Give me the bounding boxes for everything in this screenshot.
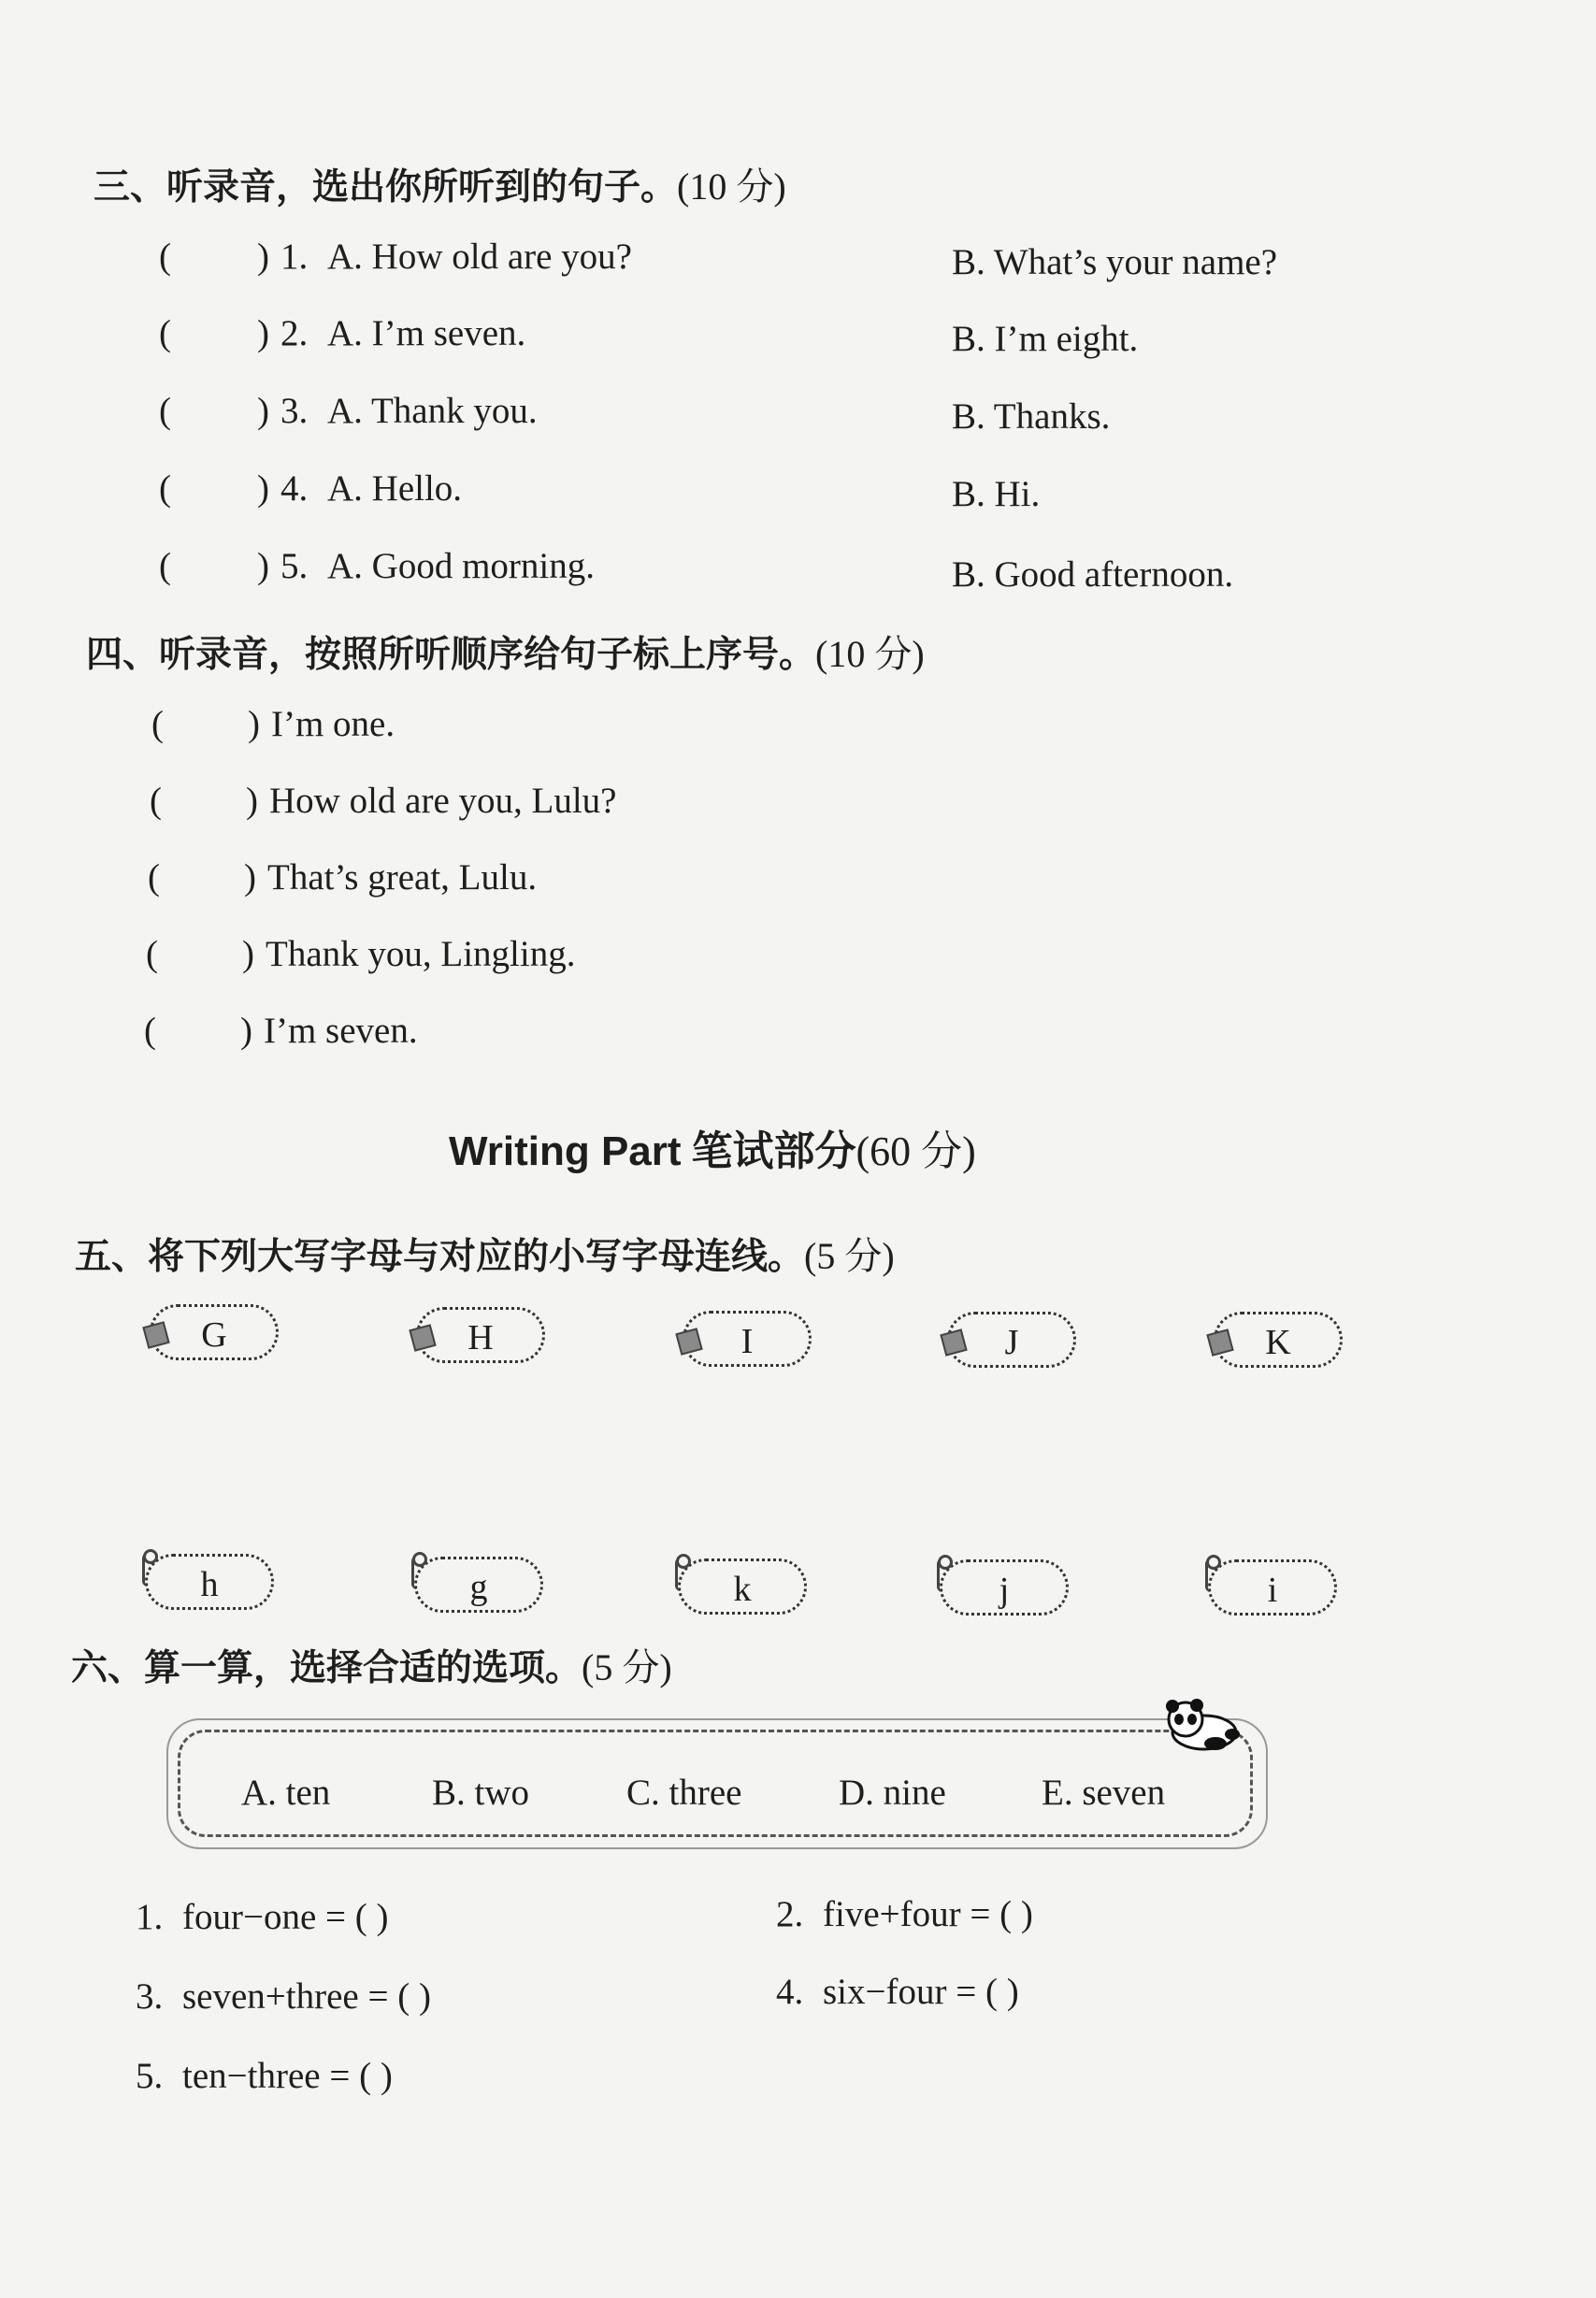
tag-letter: J [1004, 1323, 1019, 1362]
option-a: A. Hello. [327, 468, 463, 509]
question-number: 5. [136, 2056, 164, 2096]
tag-letter: g [469, 1568, 488, 1607]
answer-paren-close: ) [257, 546, 269, 586]
panda-icon [1159, 1697, 1244, 1753]
answer-paren-close: ) [242, 934, 254, 974]
answer-paren-open[interactable]: ( [146, 934, 158, 974]
question-text[interactable]: seven+three = ( ) [182, 1976, 431, 2017]
section4-heading [86, 625, 925, 678]
answer-paren-open[interactable]: ( [159, 237, 171, 277]
answer-paren-open[interactable]: ( [159, 546, 171, 586]
section6-heading [71, 1638, 672, 1691]
tag-letter: H [467, 1318, 494, 1357]
word-option: D. nine [839, 1773, 946, 1813]
item-number: 5. [280, 546, 309, 586]
section3-heading [93, 157, 786, 210]
item-number: 3. [280, 391, 309, 431]
word-option: A. ten [241, 1773, 331, 1813]
writing-title-en: Writing Part [449, 1128, 682, 1174]
answer-paren-open[interactable]: ( [148, 857, 160, 898]
uppercase-tag[interactable] [1214, 1312, 1343, 1368]
section6-heading-text: 六、算一算，选择合适的选项。 [71, 1647, 582, 1689]
answer-paren-open[interactable]: ( [150, 781, 162, 821]
answer-paren-close: ) [257, 468, 269, 509]
answer-paren-close: ) [246, 781, 258, 821]
question-text[interactable]: ten−three = ( ) [182, 2056, 393, 2096]
option-b: B. Thanks. [952, 396, 1111, 437]
answer-paren-open[interactable]: ( [159, 391, 171, 431]
tag-letter: h [200, 1565, 219, 1604]
tag-letter: I [740, 1322, 754, 1361]
answer-paren-open[interactable]: ( [151, 704, 164, 744]
lowercase-tag[interactable] [940, 1559, 1069, 1616]
tag-letter: G [201, 1315, 227, 1355]
uppercase-tag[interactable] [947, 1312, 1076, 1368]
uppercase-tag[interactable] [416, 1307, 545, 1363]
tag-letter: i [1267, 1571, 1278, 1610]
tag-letter: K [1265, 1323, 1291, 1362]
uppercase-tag[interactable] [683, 1311, 812, 1367]
section4-points: (10 分) [815, 633, 925, 675]
sentence-text: Thank you, Lingling. [266, 934, 576, 974]
question-number: 1. [136, 1897, 164, 1937]
sentence-text: I’m seven. [264, 1011, 418, 1051]
answer-paren-close: ) [257, 313, 269, 353]
tag-letter: k [733, 1570, 752, 1609]
question-text[interactable]: four−one = ( ) [182, 1897, 389, 1937]
writing-title-zh: 笔试部分 [691, 1127, 856, 1175]
section4-heading-text: 四、听录音，按照所听顺序给句子标上序号。 [86, 634, 816, 676]
option-b: B. What’s your name? [952, 242, 1278, 282]
section5-heading-text: 五、将下列大写字母与对应的小写字母连线。 [75, 1236, 805, 1278]
answer-paren-close: ) [248, 704, 260, 744]
answer-paren-open[interactable]: ( [159, 468, 171, 509]
question-text[interactable]: six−four = ( ) [823, 1972, 1019, 2012]
question-number: 4. [776, 1972, 804, 2012]
lowercase-tag[interactable] [414, 1557, 543, 1613]
writing-points: (60 分) [856, 1128, 976, 1174]
question-number: 2. [776, 1894, 804, 1934]
answer-paren-close: ) [257, 391, 269, 431]
option-b: B. I’m eight. [952, 319, 1139, 359]
tag-letter: j [999, 1571, 1010, 1610]
item-number: 4. [280, 468, 309, 509]
section6-points: (5 分) [582, 1646, 672, 1688]
answer-paren-close: ) [244, 857, 256, 898]
answer-paren-open[interactable]: ( [144, 1011, 156, 1051]
option-b: B. Hi. [952, 474, 1041, 514]
item-number: 2. [280, 313, 309, 353]
word-option: C. three [626, 1773, 742, 1813]
section5-points: (5 分) [804, 1235, 895, 1277]
section3-heading-text: 三、听录音，选出你所听到的句子。 [93, 166, 678, 208]
word-option: B. two [432, 1773, 530, 1813]
option-a: A. Good morning. [327, 546, 595, 586]
lowercase-tag[interactable] [145, 1554, 274, 1610]
item-number: 1. [280, 237, 309, 277]
uppercase-tag[interactable] [150, 1304, 279, 1360]
writing-part-title [449, 1117, 976, 1177]
lowercase-tag[interactable] [678, 1558, 807, 1615]
answer-paren-close: ) [240, 1011, 252, 1051]
option-a: A. How old are you? [327, 237, 632, 277]
option-a: A. I’m seven. [327, 313, 526, 353]
option-a: A. Thank you. [327, 391, 538, 431]
question-number: 3. [136, 1976, 164, 2017]
sentence-text: I’m one. [271, 704, 395, 744]
sentence-text: How old are you, Lulu? [269, 781, 617, 821]
option-b: B. Good afternoon. [952, 554, 1234, 595]
word-option: E. seven [1042, 1773, 1166, 1813]
answer-paren-close: ) [257, 237, 269, 277]
section5-heading [75, 1227, 895, 1280]
lowercase-tag[interactable] [1208, 1559, 1337, 1616]
section3-points: (10 分) [677, 165, 786, 208]
question-text[interactable]: five+four = ( ) [823, 1894, 1033, 1934]
answer-paren-open[interactable]: ( [159, 313, 171, 353]
sentence-text: That’s great, Lulu. [267, 857, 538, 898]
